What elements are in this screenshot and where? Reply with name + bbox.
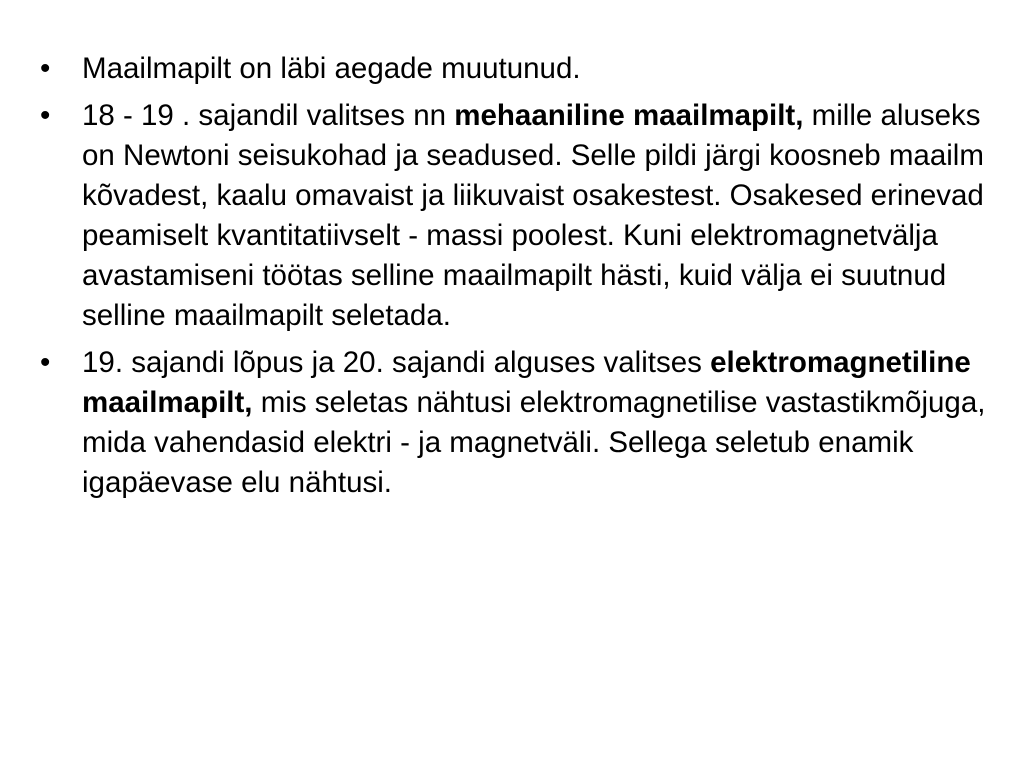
bullet-text-2 <box>82 99 984 332</box>
bullet-3-text-before: 19. sajandi lõpus ja 20. sajandi alguses valitses <box>82 346 711 379</box>
bullet-1-text: Maailmapilt on läbi aegade muutunud. <box>82 52 581 85</box>
bullet-marker: • <box>40 99 51 132</box>
bullet-text-1 <box>82 52 581 85</box>
bullet-list <box>40 49 1015 510</box>
bullet-marker: • <box>40 346 51 379</box>
bullet-item-3 <box>40 343 1015 503</box>
bullet-3-bold-term: elektromagnetiline maailmapilt, <box>82 346 971 419</box>
bullet-item-2 <box>40 96 1015 336</box>
bullet-marker: • <box>40 52 51 85</box>
bullet-text-3 <box>82 346 985 499</box>
bullet-2-text-before: 18 - 19 . sajandil valitses nn <box>82 99 455 132</box>
bullet-2-bold-term: mehaaniline maailmapilt, <box>454 99 804 132</box>
bullet-item-1 <box>40 49 1015 89</box>
bullet-2-text-after: mille aluseks on Newtoni seisukohad ja seadused. Selle pildi järgi koosneb maailm kõvadest, kaalu omavaist ja liikuvaist osakestest. Osakesed erinevad peamiselt kvantitatiivselt - massi poolest. Kuni elektromagnetvälja avastamiseni töötas selline maailmapilt hästi, kuid välja ei suutnud selline maailmapilt seletada. <box>82 99 984 332</box>
bullet-3-text-after: mis seletas nähtusi elektromagnetilise vastastikmõjuga, mida vahendasid elektri - ja magnetväli. Sellega seletub enamik igapäevase elu nähtusi. <box>82 386 986 499</box>
